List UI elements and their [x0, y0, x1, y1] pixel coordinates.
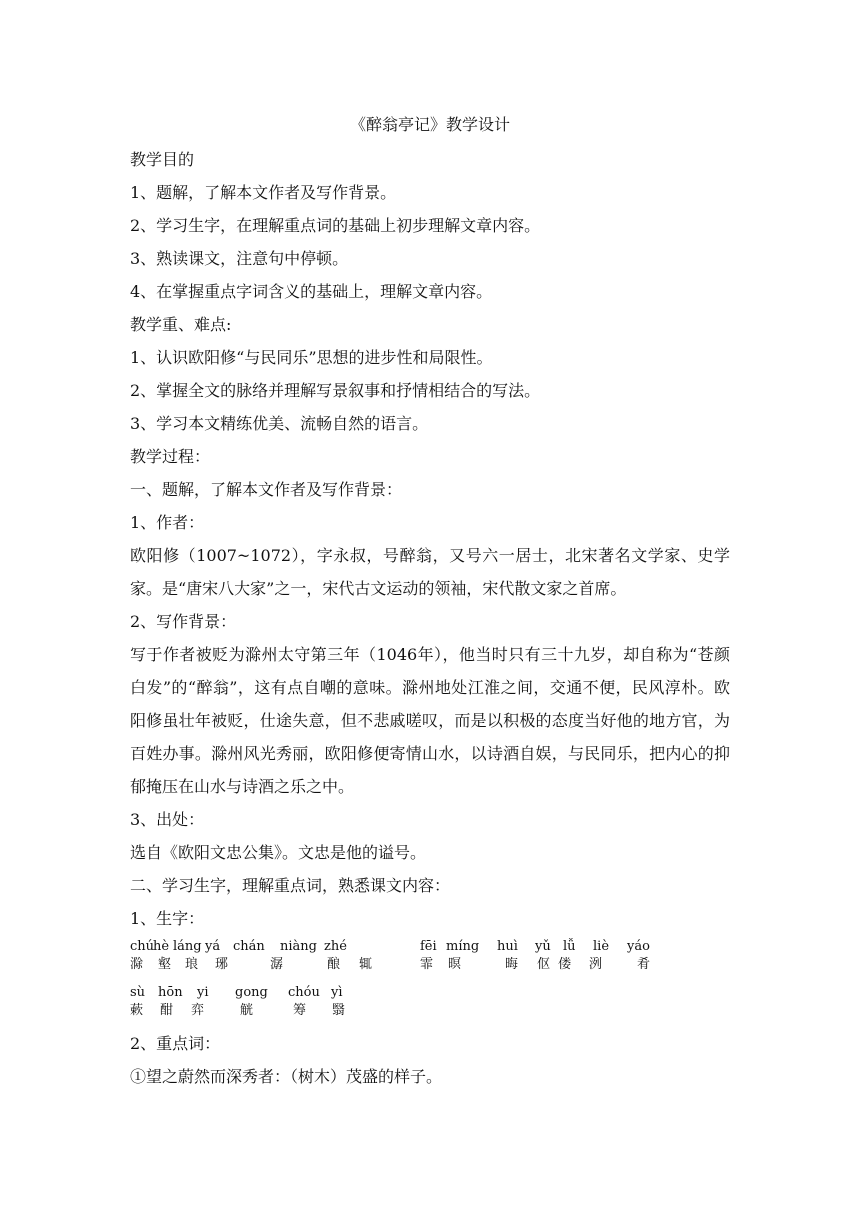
character: 觥 — [240, 1003, 254, 1018]
character: 筹 — [293, 1003, 307, 1018]
character: 壑 — [158, 957, 172, 972]
character: 酿 — [327, 957, 341, 972]
character: 滁 — [130, 957, 144, 972]
pinyin: sù — [130, 985, 146, 1000]
pinyin: lǚ — [563, 939, 576, 954]
objective-2: 2、学习生字，在理解重点词的基础上初步理解文章内容。 — [130, 216, 541, 235]
pinyin: hè — [153, 939, 170, 954]
pinyin: gong — [235, 985, 268, 1000]
character: 潺 — [270, 957, 284, 972]
new-characters-heading: 1、生字： — [130, 909, 205, 928]
pinyin: yá — [205, 939, 221, 954]
keyword-1: ①望之蔚然而深秀者：（树木）茂盛的样子。 — [130, 1067, 443, 1086]
new-characters-table — [130, 939, 730, 1025]
character: 辄 — [359, 957, 373, 972]
character: 蔌 — [130, 1003, 144, 1018]
character: 弈 — [191, 1003, 205, 1018]
character: 霏 — [420, 957, 434, 972]
pinyin: liè — [593, 939, 610, 954]
character: 洌 — [589, 957, 603, 972]
keypoint-2: 2、掌握全文的脉络并理解写景叙事和抒情相结合的写法。 — [130, 381, 541, 400]
pinyin: fēi — [420, 939, 437, 954]
pinyin: yáo — [627, 939, 650, 954]
objective-1: 1、题解，了解本文作者及写作背景。 — [130, 183, 397, 202]
pinyin: yǔ — [535, 939, 551, 954]
character: 琅 — [185, 957, 199, 972]
pinyin: hōn — [158, 985, 183, 1000]
background-paragraph: 写于作者被贬为滁州太守第三年（1046年），他当时只有三十九岁，却自称为“苍颜白发”的“醉翁”，这有点自嘲的意味。滁州地处江淮之间，交通不便，民风淳朴。欧阳修虽壮年被贬，仕途失意，但不悲戚嗟叹，而是以积极的态度当好他的地方官，为百姓办事。滁州风光秀丽，欧阳修便寄情山水，以诗酒自娱，与民同乐，把内心的抑郁掩压在山水与诗酒之乐之中。 — [130, 645, 730, 796]
character: 肴 — [637, 957, 651, 972]
author-paragraph: 欧阳修（1007~1072），字永叔，号醉翁，又号六一居士，北宋著名文学家、史学家。是“唐宋八大家”之一，宋代古文运动的领袖，宋代散文家之首席。 — [130, 546, 730, 598]
pinyin: láng — [173, 939, 202, 954]
pinyin: chán — [233, 939, 265, 954]
character: 翳 — [332, 1003, 346, 1018]
objective-3: 3、熟读课文，注意句中停顿。 — [130, 249, 349, 268]
character: 伛 — [537, 957, 551, 972]
pinyin: huì — [497, 939, 518, 954]
pinyin: yì — [331, 985, 343, 1000]
process-heading: 教学过程： — [130, 447, 211, 466]
background-heading: 2、写作背景： — [130, 612, 237, 631]
author-heading: 1、作者： — [130, 513, 205, 532]
character: 晦 — [505, 957, 519, 972]
keywords-heading: 2、重点词： — [130, 1034, 221, 1053]
source-paragraph: 选自《欧阳文忠公集》。文忠是他的谥号。 — [130, 843, 427, 862]
pinyin: chú — [130, 939, 155, 954]
pinyin: niàng — [280, 939, 317, 954]
objective-4: 4、在掌握重点字词含义的基础上，理解文章内容。 — [130, 282, 493, 301]
keypoints-heading: 教学重、难点: — [130, 315, 232, 334]
keypoint-3: 3、学习本文精练优美、流畅自然的语言。 — [130, 414, 429, 433]
objectives-heading: 教学目的 — [130, 150, 195, 169]
pinyin: yi — [197, 985, 209, 1000]
section-1-heading: 一、题解，了解本文作者及写作背景： — [130, 480, 403, 499]
document-title: 《醉翁亭记》教学设计 — [349, 115, 510, 134]
character: 酣 — [160, 1003, 174, 1018]
pinyin: zhé — [324, 939, 347, 954]
character: 偻 — [558, 957, 572, 972]
character: 琊 — [215, 957, 229, 972]
pinyin: míng — [446, 939, 480, 954]
character: 暝 — [448, 957, 462, 972]
pinyin: chóu — [288, 985, 320, 1000]
section-2-heading: 二、学习生字，理解重点词，熟悉课文内容： — [130, 876, 451, 895]
keypoint-1: 1、认识欧阳修“与民同乐”思想的进步性和局限性。 — [130, 348, 493, 367]
document-body — [130, 143, 730, 1093]
source-heading: 3、出处： — [130, 810, 205, 829]
